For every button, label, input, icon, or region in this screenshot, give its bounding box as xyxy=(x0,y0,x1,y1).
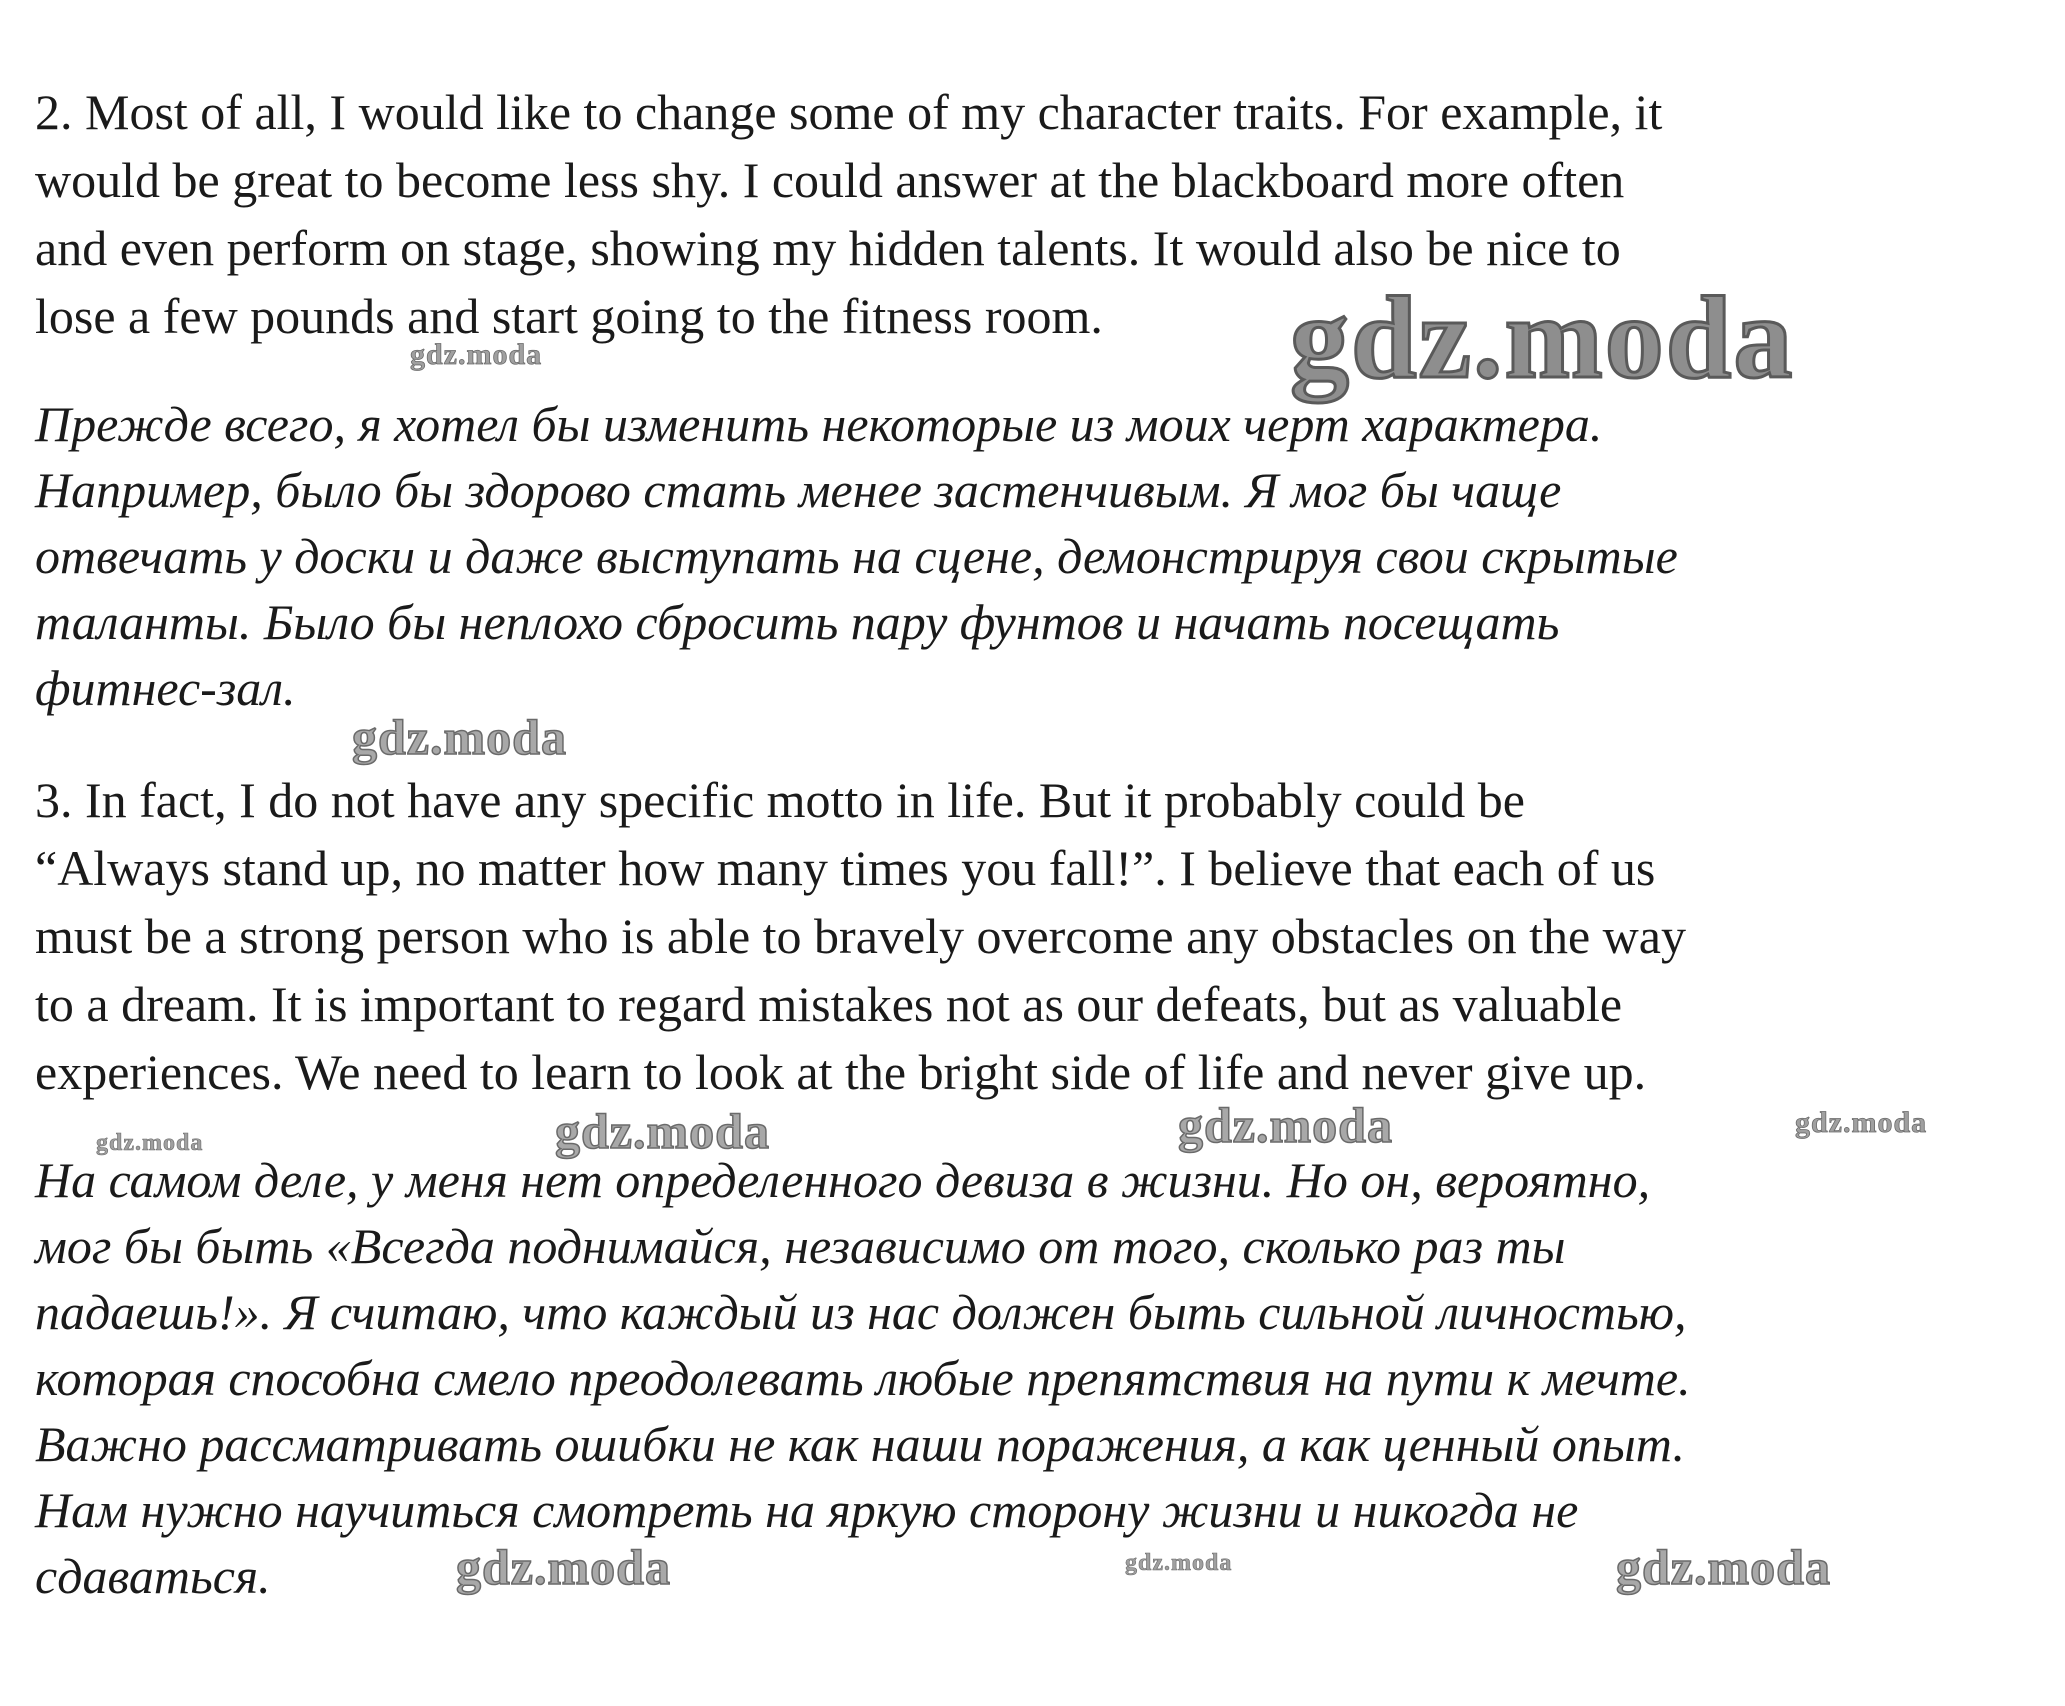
paragraph-3-en-line-4: to a dream. It is important to regard mistakes not as our defeats, but as valuable xyxy=(35,976,1623,1032)
paragraph-2-ru-line-5: фитнес-зал. xyxy=(35,660,296,716)
watermark-logo: gdz.moda xyxy=(352,709,567,765)
watermark-logo: gdz.moda xyxy=(456,1539,671,1595)
paragraph-2-ru-line-4: таланты. Было бы неплохо сбросить пару фунтов и начать посещать xyxy=(35,594,1560,650)
watermark-logo: gdz.moda xyxy=(1178,1097,1393,1153)
paragraph-2-ru-line-1: Прежде всего, я хотел бы изменить некоторые из моих черт характера. xyxy=(35,396,1603,452)
paragraph-3-ru-line-4: которая способна смело преодолевать любые препятствия на пути к мечте. xyxy=(35,1350,1691,1406)
paragraph-3-en-line-1: 3. In fact, I do not have any specific motto in life. But it probably could be xyxy=(35,772,1525,828)
watermark-logo: gdz.moda xyxy=(1290,272,1795,403)
watermark-logo: gdz.moda xyxy=(1616,1539,1831,1595)
paragraph-2-ru-line-3: отвечать у доски и даже выступать на сцене, демонстрируя свои скрытые xyxy=(35,528,1678,584)
paragraph-2-en-line-1: 2. Most of all, I would like to change some of my character traits. For example, it xyxy=(35,84,1663,140)
paragraph-3-en-line-3: must be a strong person who is able to bravely overcome any obstacles on the way xyxy=(35,908,1686,964)
paragraph-3-ru-line-6: Нам нужно научиться смотреть на яркую сторону жизни и никогда не xyxy=(35,1482,1579,1538)
paragraph-3-en-line-5: experiences. We need to learn to look at the bright side of life and never give up. xyxy=(35,1044,1647,1100)
watermark-logo: gdz.moda xyxy=(410,338,543,371)
paragraph-2-en-line-2: would be great to become less shy. I could answer at the blackboard more often xyxy=(35,152,1625,208)
watermark-logo: gdz.moda xyxy=(1795,1106,1928,1139)
paragraph-2-en-line-4: lose a few pounds and start going to the fitness room. xyxy=(35,288,1103,344)
paragraph-3-ru-line-1: На самом деле, у меня нет определенного девиза в жизни. Но он, вероятно, xyxy=(35,1152,1651,1208)
paragraph-2-en-line-3: and even perform on stage, showing my hidden talents. It would also be nice to xyxy=(35,220,1621,276)
paragraph-3-ru-line-3: падаешь!». Я считаю, что каждый из нас должен быть сильной личностью, xyxy=(35,1284,1687,1340)
paragraph-3-ru-line-2: мог бы быть «Всегда поднимайся, независимо от того, сколько раз ты xyxy=(35,1218,1566,1274)
paragraph-3-ru-line-5: Важно рассматривать ошибки не как наши поражения, а как ценный опыт. xyxy=(35,1416,1685,1472)
paragraph-2-ru-line-2: Например, было бы здорово стать менее застенчивым. Я мог бы чаще xyxy=(35,462,1562,518)
paragraph-3-en-line-2: “Always stand up, no matter how many times you fall!”. I believe that each of us xyxy=(35,840,1656,896)
paragraph-3-ru-line-7: сдаваться. xyxy=(35,1548,271,1604)
watermark-logo: gdz.moda xyxy=(555,1103,770,1159)
watermark-logo: gdz.moda xyxy=(1125,1550,1233,1576)
watermark-logo: gdz.moda xyxy=(96,1130,204,1156)
